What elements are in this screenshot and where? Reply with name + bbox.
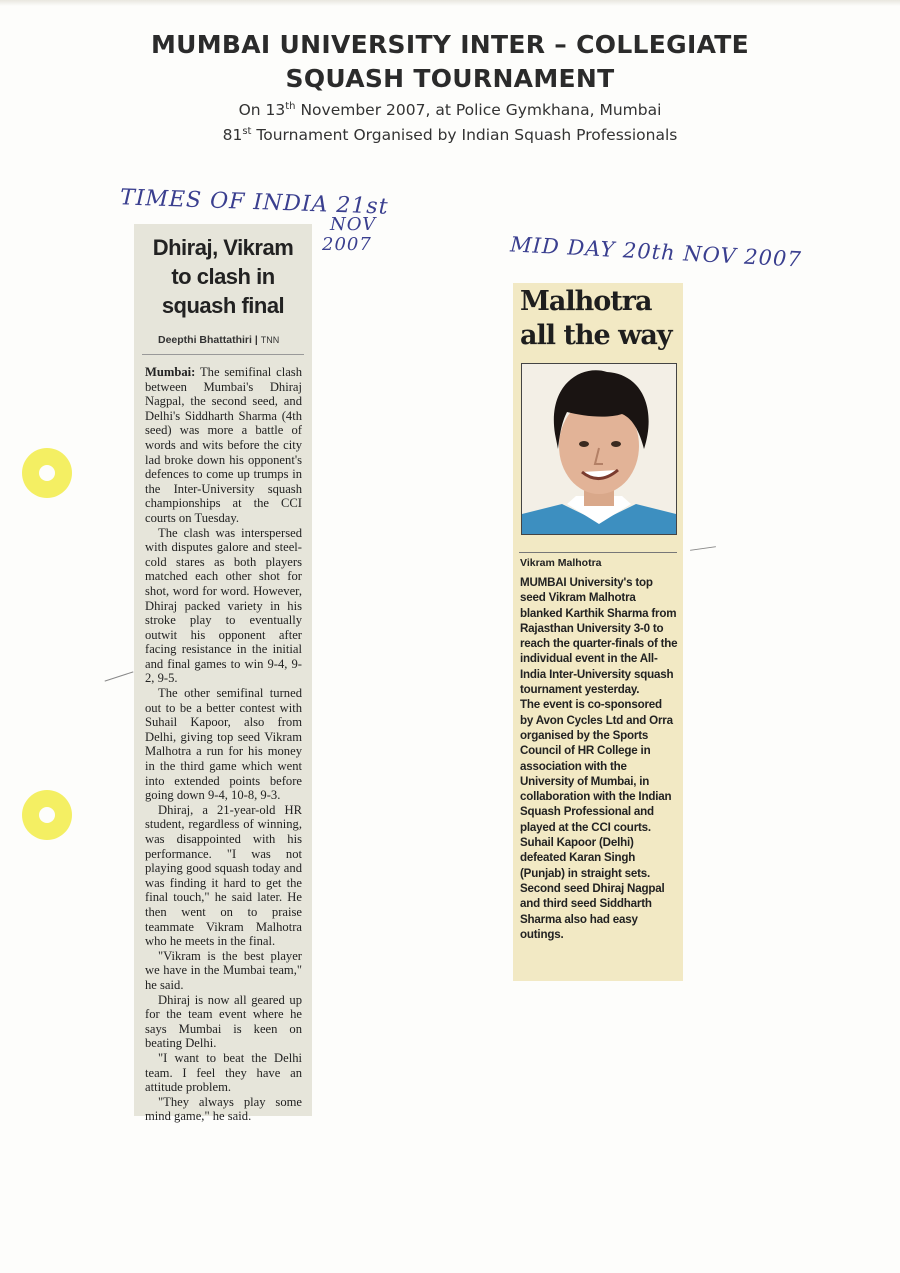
midday-news-clipping xyxy=(513,283,683,981)
date-sup: th xyxy=(285,101,296,112)
org-prefix: 81 xyxy=(222,126,243,145)
midday-article-body xyxy=(520,575,678,942)
handwritten-toi-month: NOV xyxy=(330,214,377,235)
toi-paragraph: The other semifinal turned out to be a better contest with Suhail Kapoor, also from Delhi, giving top seed Vikram Malhotra a run for his money in the third game which went into extended points before going down 9-4, 10-8, 9-3. xyxy=(145,686,302,803)
player-photo xyxy=(521,363,677,535)
pen-mark xyxy=(690,546,716,551)
toi-dateline: Mumbai: xyxy=(145,365,196,379)
toi-news-clipping xyxy=(134,224,312,1124)
toi-paragraph: "I want to beat the Delhi team. I feel they have an attitude problem. xyxy=(145,1050,302,1095)
handwritten-toi-year: 2007 xyxy=(322,234,372,255)
date-suffix: November 2007, at Police Gymkhana, Mumbai xyxy=(295,101,662,120)
toi-article-body xyxy=(134,355,312,1124)
event-date-line xyxy=(0,96,900,121)
toi-headline-line-2: to clash in xyxy=(171,264,275,289)
midday-headline xyxy=(520,285,683,353)
toi-paragraph-text: The semifinal clash between Mumbai's Dhiraj Nagpal, the second seed, and Delhi's Siddharth Sharma (4th seed) was more a battle of words and wits before the city lad broke down his opponent's defences to come up trumps in the Inter-University squash championships at the CCI courts on Tuesday. xyxy=(145,365,302,525)
toi-headline-line-3: squash final xyxy=(161,293,285,318)
midday-paragraph: The event is co-sponsored by Avon Cycles Ltd and Orra organised by the Sports Council of HR College in association with the University of Mumbai, in collaboration with the Indian Squash Professional and played at the CCI courts. Suhail Kapoor (Delhi) defeated Karan Singh (Punjab) in straight sets. Second seed Dhiraj Nagpal and third seed Siddharth Sharma also had easy outings. xyxy=(520,698,673,941)
title-line-1: MUMBAI UNIVERSITY INTER – COLLEGIATE xyxy=(150,30,750,59)
player-portrait-illustration xyxy=(522,364,676,534)
date-prefix: On 13 xyxy=(238,101,286,120)
handwritten-toi-source: TIMES OF INDIA 21st xyxy=(119,185,389,220)
toi-paragraph: Dhiraj, a 21-year-old HR student, regardless of winning, was disappointed with his performance. "I was not playing good squash today and was finding it hard to get the final touch," he said later. He then went on to praise teammate Vikram Malhotra who he meets in the final. xyxy=(145,802,302,949)
toi-headline xyxy=(134,233,312,320)
page-edge xyxy=(0,0,900,6)
punch-hole-bottom xyxy=(22,790,72,840)
toi-byline-author: Deepthi Bhattathiri | xyxy=(158,334,258,346)
toi-paragraph: Dhiraj is now all geared up for the team event where he says Mumbai is keen on beating Delhi. xyxy=(145,992,302,1051)
org-sup: st xyxy=(242,126,252,138)
handwritten-midday-source: MID DAY 20th NOV 2007 xyxy=(509,232,803,272)
title-line-2: SQUASH TOURNAMENT xyxy=(285,64,615,93)
midday-headline-line-2: all the way xyxy=(520,320,672,351)
toi-headline-line-1: Dhiraj, Vikram xyxy=(152,235,294,260)
midday-paragraph: MUMBAI University's top seed Vikram Malhotra blanked Karthik Sharma from Rajasthan University 3-0 to reach the quarter-finals of the individual event in the All-India Inter-University squash tournament yesterday. xyxy=(520,576,678,697)
caption-divider xyxy=(519,552,677,553)
pen-mark xyxy=(105,671,134,681)
toi-byline-agency: TNN xyxy=(260,335,280,345)
toi-paragraph xyxy=(145,365,302,526)
document-header xyxy=(0,28,900,146)
toi-byline xyxy=(158,334,312,346)
organiser-line xyxy=(0,121,900,146)
punch-hole-top xyxy=(22,448,72,498)
midday-headline-line-1: Malhotra xyxy=(520,286,652,317)
toi-paragraph: "Vikram is the best player we have in the Mumbai team," he said. xyxy=(145,948,302,992)
toi-paragraph: "They always play some mind game," he said. xyxy=(145,1094,302,1124)
photo-caption: Vikram Malhotra xyxy=(520,557,602,569)
toi-paragraph: The clash was interspersed with disputes galore and steel-cold stares as both players matched each other shot for shot, word for word. However, Dhiraj packed variety in his stroke play to eventually outwit his opponent after facing resistance in the initial and final games to win 9-4, 9-2, 9-5. xyxy=(145,525,302,686)
org-suffix: Tournament Organised by Indian Squash Professionals xyxy=(251,126,678,145)
